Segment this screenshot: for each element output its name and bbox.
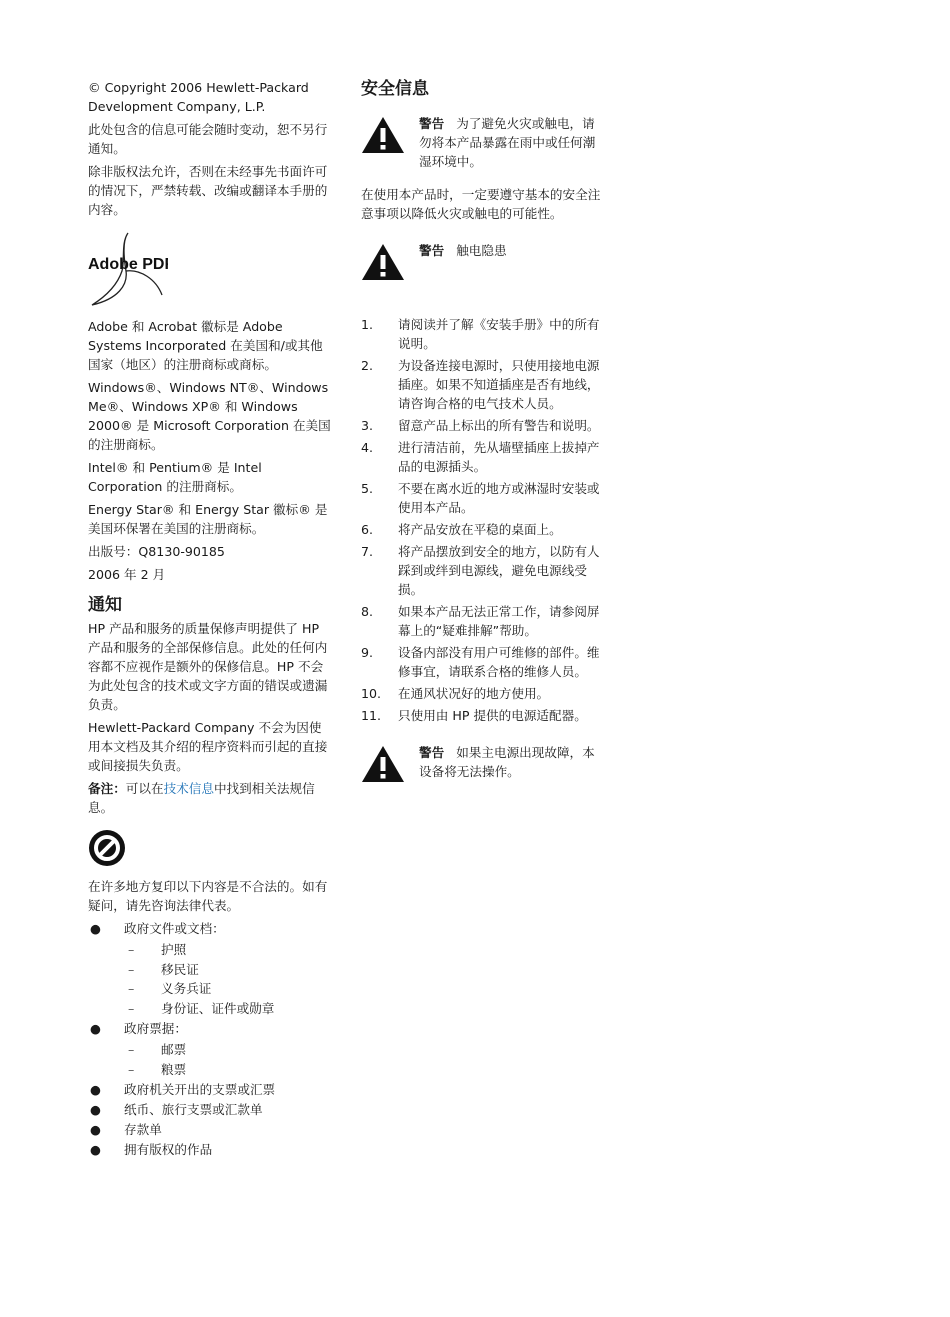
warning-text: 如果主电源出现故障，本设备将无法操作。 bbox=[419, 745, 595, 779]
list-item-text: 拥有版权的作品 bbox=[124, 1142, 213, 1157]
step-text: 留意产品上标出的所有警告和说明。 bbox=[398, 418, 600, 433]
step-number: 10. bbox=[361, 686, 382, 701]
warning-label: 警告 bbox=[419, 745, 445, 760]
prohibited-icon bbox=[88, 829, 126, 867]
left-column bbox=[88, 78, 333, 1160]
note-pre-text: 可以在 bbox=[125, 781, 164, 796]
bullet-icon: ● bbox=[90, 1082, 101, 1097]
list-item bbox=[88, 1140, 333, 1159]
list-item bbox=[361, 416, 606, 435]
warning-block-1 bbox=[361, 114, 606, 171]
right-column bbox=[361, 78, 606, 807]
sub-list-item bbox=[124, 940, 333, 960]
step-text: 将产品摆放到安全的地方，以防有人踩到或绊到电源线，避免电源线受损。 bbox=[398, 544, 600, 597]
dash-icon: – bbox=[128, 1042, 135, 1057]
list-item bbox=[361, 706, 606, 725]
sub-list bbox=[124, 1040, 333, 1079]
safety-heading: 安全信息 bbox=[361, 79, 429, 99]
adobe-pdf-logo-icon bbox=[88, 231, 168, 307]
edition-number-text: 出版号：Q8130-90185 bbox=[88, 544, 225, 559]
sub-item-text: 身份证、证件或勋章 bbox=[161, 1000, 275, 1016]
list-item bbox=[88, 919, 333, 1018]
list-item bbox=[88, 1019, 333, 1079]
reproduction-notice-text: 除非版权法允许，否则在未经事先书面许可的情况下，严禁转载、改编或翻译本手册的内容。 bbox=[88, 164, 328, 217]
sub-item-text: 义务兵证 bbox=[161, 981, 212, 996]
list-item-text: 存款单 bbox=[124, 1122, 162, 1137]
bullet-icon: ● bbox=[90, 1021, 101, 1036]
dash-icon: – bbox=[128, 961, 135, 977]
energy-star-trademark-text: Energy Star® 和 Energy Star 徽标® 是美国环保署在美国的注册商标。 bbox=[88, 502, 328, 536]
step-text: 如果本产品无法正常工作，请参阅屏幕上的“疑难排解”帮助。 bbox=[398, 604, 600, 638]
list-item bbox=[361, 643, 606, 681]
list-item bbox=[361, 520, 606, 539]
step-text: 请阅读并了解《安装手册》中的所有说明。 bbox=[398, 317, 600, 351]
note-post-text: 中找到相关法规信息。 bbox=[88, 781, 315, 815]
warning-triangle-icon bbox=[361, 243, 405, 281]
list-item bbox=[88, 1080, 333, 1099]
safety-precautions-text: 在使用本产品时，一定要遵守基本的安全注意事项以降低火灾或触电的可能性。 bbox=[361, 187, 601, 221]
step-text: 只使用由 HP 提供的电源适配器。 bbox=[398, 708, 587, 723]
sub-list bbox=[124, 940, 333, 1018]
list-item bbox=[361, 602, 606, 640]
step-text: 为设备连接电源时，只使用接地电源插座。如果不知道插座是否有地线，请咨询合格的电气技术人员。 bbox=[398, 358, 600, 411]
safety-steps-list bbox=[361, 315, 606, 725]
step-number: 1. bbox=[361, 317, 374, 332]
warning-text: 为了避免火灾或触电，请勿将本产品暴露在雨中或任何潮湿环境中。 bbox=[419, 116, 596, 169]
dash-icon: – bbox=[128, 1061, 135, 1077]
step-number: 9. bbox=[361, 645, 374, 660]
step-number: 2. bbox=[361, 358, 374, 373]
warranty-text: HP 产品和服务的质量保修声明提供了 HP 产品和服务的全部保修信息。此处的任何内容都不应视作是额外的保修信息。HP 不会为此处包含的技术或文字方面的错误或遗漏负责。 bbox=[88, 621, 328, 712]
windows-trademark-text: Windows®、Windows NT®、Windows Me®、Windows XP® 和 Windows 2000® 是 Microsoft Corporation 在美国的注册商标。 bbox=[88, 380, 331, 452]
change-notice-text: 此处包含的信息可能会随时变动，恕不另行通知。 bbox=[88, 122, 328, 156]
step-number: 11. bbox=[361, 708, 382, 723]
adobe-logo-text: Adobe PDF bbox=[88, 256, 168, 273]
list-item bbox=[88, 1100, 333, 1119]
step-text: 进行清洁前，先从墙壁插座上拔掉产品的电源插头。 bbox=[398, 440, 600, 474]
dash-icon: – bbox=[128, 1000, 135, 1016]
sub-list-item bbox=[124, 999, 333, 1019]
regulatory-note bbox=[88, 779, 333, 817]
bullet-icon: ● bbox=[90, 1122, 101, 1137]
sub-list-item bbox=[124, 1060, 333, 1080]
step-number: 6. bbox=[361, 522, 374, 537]
sub-item-text: 移民证 bbox=[161, 961, 199, 977]
step-text: 将产品安放在平稳的桌面上。 bbox=[398, 522, 562, 537]
warning-triangle-icon bbox=[361, 745, 405, 783]
step-number: 3. bbox=[361, 418, 374, 433]
publication-date-text: 2006 年 2 月 bbox=[88, 567, 166, 582]
warning-block-3 bbox=[361, 743, 606, 793]
dash-icon: – bbox=[128, 942, 135, 957]
step-text: 在通风状况好的地方使用。 bbox=[398, 686, 550, 701]
warning-triangle-icon bbox=[361, 116, 405, 154]
step-number: 4. bbox=[361, 440, 374, 455]
warning-label: 警告 bbox=[419, 116, 445, 131]
intel-trademark-text: Intel® 和 Pentium® 是 Intel Corporation 的注册商标。 bbox=[88, 460, 262, 494]
bullet-icon: ● bbox=[90, 1142, 101, 1157]
step-number: 5. bbox=[361, 481, 374, 496]
warning-label: 警告 bbox=[419, 243, 445, 258]
sub-list-item bbox=[124, 960, 333, 980]
sub-item-text: 粮票 bbox=[161, 1061, 187, 1077]
list-item bbox=[361, 542, 606, 599]
sub-list-item bbox=[124, 1040, 333, 1060]
notice-heading: 通知 bbox=[88, 595, 122, 615]
sub-item-text: 护照 bbox=[161, 942, 187, 957]
list-item-text: 政府机关开出的支票或汇票 bbox=[124, 1082, 276, 1097]
list-item bbox=[88, 1120, 333, 1139]
bullet-icon: ● bbox=[90, 921, 101, 936]
step-text: 不要在离水近的地方或淋湿时安装或使用本产品。 bbox=[398, 481, 600, 515]
liability-text: Hewlett-Packard Company 不会为因使用本文档及其介绍的程序资料而引起的直接或间接损失负责。 bbox=[88, 720, 328, 773]
warning-block-2 bbox=[361, 241, 606, 291]
list-item bbox=[361, 356, 606, 413]
copyright-text: © Copyright 2006 Hewlett-Packard Development Company, L.P. bbox=[88, 80, 309, 114]
sub-list-item bbox=[124, 979, 333, 999]
note-label: 备注： bbox=[88, 781, 126, 796]
sub-item-text: 邮票 bbox=[161, 1042, 187, 1057]
step-number: 7. bbox=[361, 544, 374, 559]
list-item-text: 政府文件或文档： bbox=[124, 921, 225, 936]
list-item-text: 政府票据： bbox=[124, 1021, 187, 1036]
list-item bbox=[361, 315, 606, 353]
list-item bbox=[361, 438, 606, 476]
prohibited-items-list bbox=[88, 919, 333, 1159]
bullet-icon: ● bbox=[90, 1102, 101, 1117]
technical-info-link[interactable]: 技术信息 bbox=[163, 781, 214, 796]
list-item bbox=[361, 479, 606, 517]
adobe-trademark-text: Adobe 和 Acrobat 徽标是 Adobe Systems Incorporated 在美国和/或其他国家（地区）的注册商标或商标。 bbox=[88, 319, 323, 372]
step-text: 设备内部没有用户可维修的部件。维修事宜，请联系合格的维修人员。 bbox=[398, 645, 600, 679]
step-number: 8. bbox=[361, 604, 374, 619]
illegal-copy-text: 在许多地方复印以下内容是不合法的。如有疑问，请先咨询法律代表。 bbox=[88, 879, 328, 913]
list-item bbox=[361, 684, 606, 703]
list-item-text: 纸币、旅行支票或汇款单 bbox=[124, 1102, 263, 1117]
warning-text: 触电隐患 bbox=[456, 243, 507, 258]
dash-icon: – bbox=[128, 981, 135, 996]
